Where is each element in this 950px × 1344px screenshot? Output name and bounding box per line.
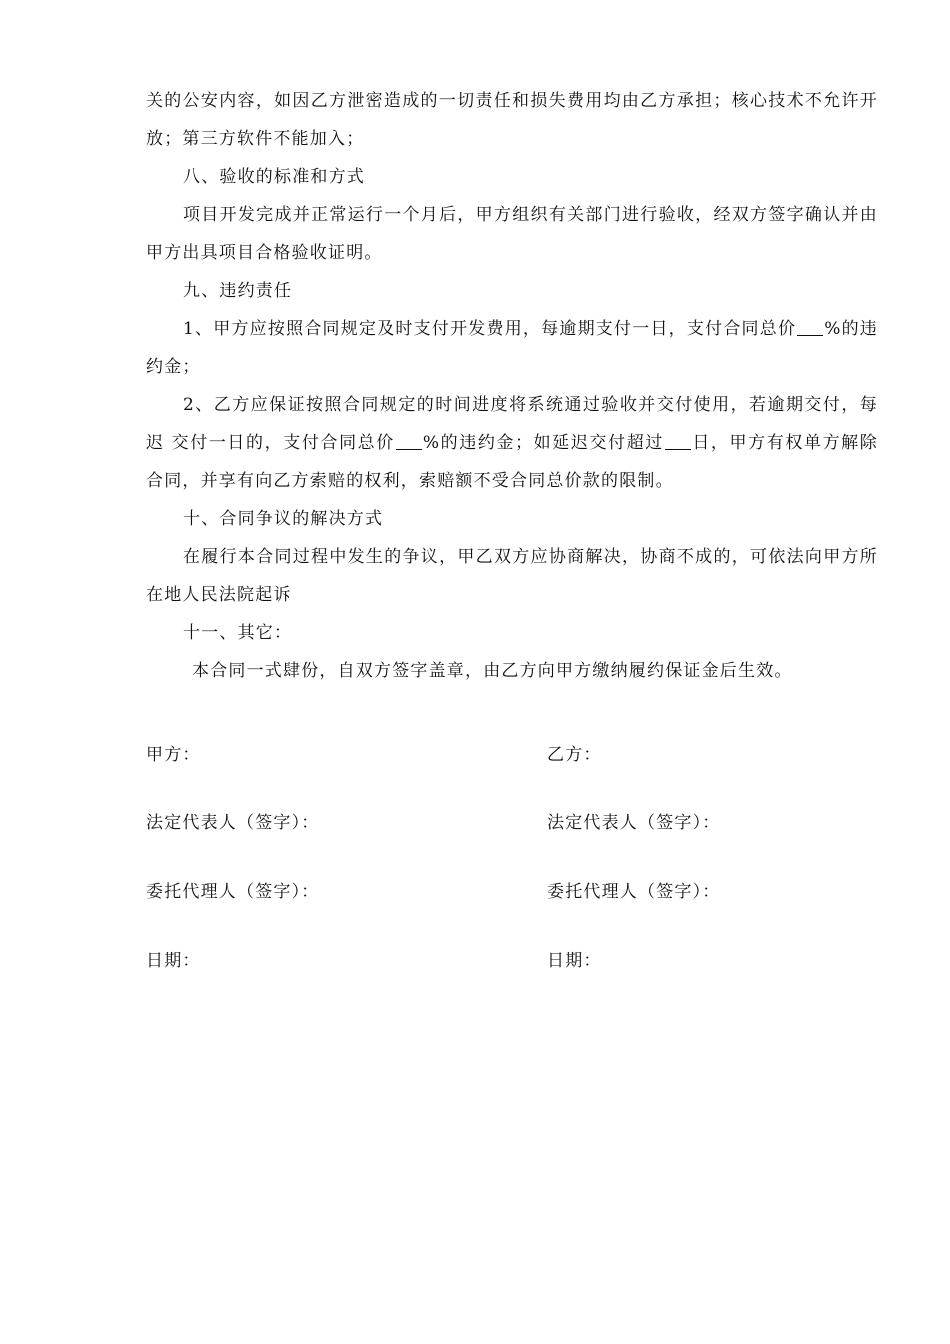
blank-field-days bbox=[665, 433, 691, 450]
blank-field-percent-1 bbox=[797, 319, 823, 336]
party-b-label: 乙方： bbox=[547, 745, 602, 765]
liability-2-text-c: 日，甲方有权单方解除合同，并享有向乙方索赔的权利，索赔额不受合同总价款的限制。 bbox=[146, 433, 878, 491]
paragraph-acceptance: 项目开发完成并正常运行一个月后，甲方组织有关部门进行验收，经双方签字确认并由甲方出具项目合格验收证明。 bbox=[146, 205, 878, 263]
liability-2-text-a: 2、乙方应保证按照合同规定的时间进度将系统通过验收并交付使用，若逾期交付，每迟 交付一日的，支付合同总价 bbox=[146, 395, 878, 453]
paragraph-liability-2 bbox=[146, 386, 878, 500]
blank-field-percent-2 bbox=[396, 433, 422, 450]
party-b-date-label: 日期： bbox=[547, 951, 602, 971]
party-a-date-label: 日期： bbox=[146, 951, 201, 971]
heading-liability: 九、违约责任 bbox=[183, 281, 293, 301]
paragraph-liability-1 bbox=[146, 310, 878, 386]
party-a-label: 甲方： bbox=[146, 745, 201, 765]
heading-dispute: 十、合同争议的解决方式 bbox=[183, 509, 384, 529]
liability-2-text-b: %的违约金；如延迟交付超过 bbox=[422, 433, 664, 453]
paragraph-confidentiality: 关的公安内容，如因乙方泄密造成的一切责任和损失费用均由乙方承担；核心技术不允许开放；第三方软件不能加入； bbox=[146, 91, 878, 149]
party-b-agent-label: 委托代理人（签字）： bbox=[547, 882, 721, 902]
heading-other: 十一、其它： bbox=[183, 623, 293, 643]
liability-1-text-b: %的违约金； bbox=[146, 319, 878, 377]
liability-1-text-a: 1、甲方应按照合同规定及时支付开发费用，每逾期支付一日，支付合同总价 bbox=[183, 319, 797, 339]
contract-body bbox=[146, 82, 878, 690]
paragraph-other: 本合同一式肆份，自双方签字盖章，由乙方向甲方缴纳履约保证金后生效。 bbox=[192, 661, 793, 681]
heading-acceptance: 八、验收的标准和方式 bbox=[183, 167, 365, 187]
paragraph-dispute: 在履行本合同过程中发生的争议，甲乙双方应协商解决，协商不成的，可依法向甲方所在地人民法院起诉 bbox=[146, 547, 878, 605]
party-a-agent-label: 委托代理人（签字）： bbox=[146, 882, 320, 902]
party-b-legal-rep-label: 法定代表人（签字）： bbox=[547, 813, 721, 833]
party-a-legal-rep-label: 法定代表人（签字）： bbox=[146, 813, 320, 833]
